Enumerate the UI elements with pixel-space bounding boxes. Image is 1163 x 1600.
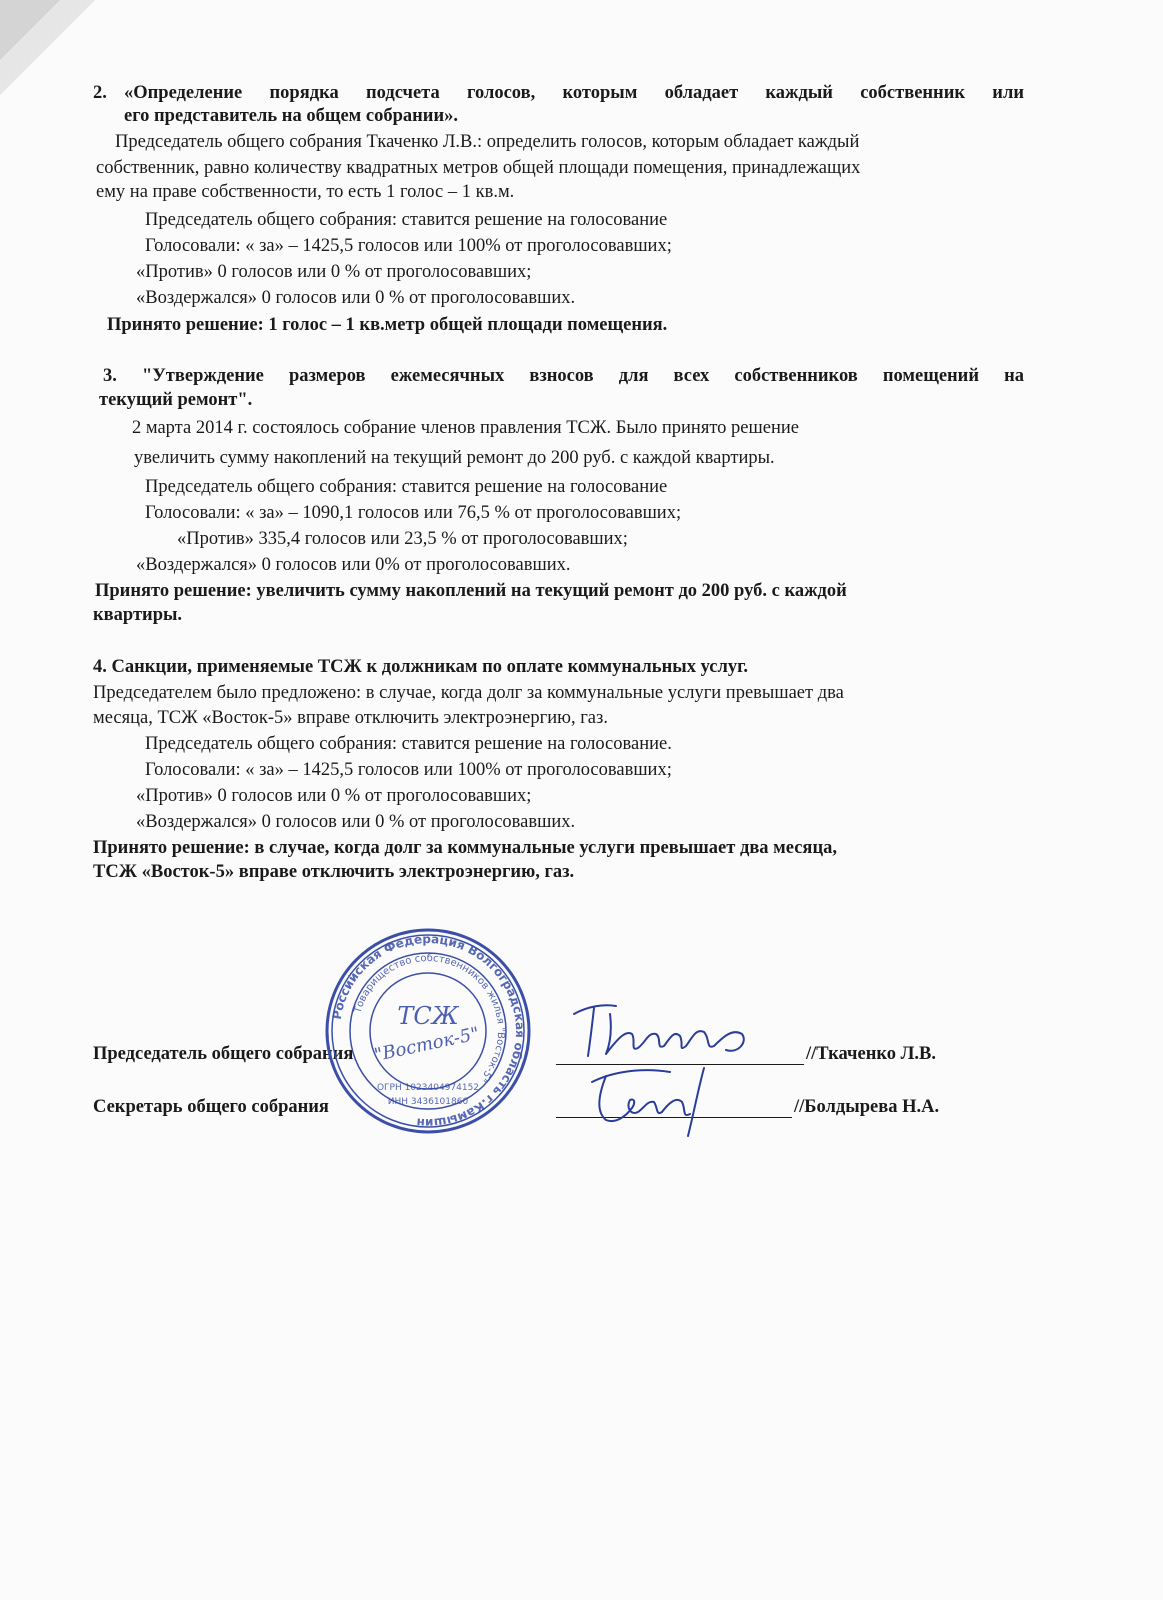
svg-text:ТСЖ: ТСЖ [397,1002,459,1030]
chair-signature [566,994,751,1066]
section3-text-line1: 2 марта 2014 г. состоялось собрание членов правления ТСЖ. Было принято решение [132,418,799,438]
section2-vote-against: «Против» 0 голосов или 0 % от проголосовавших; [136,262,532,282]
section3-vote-abstain: «Воздержался» 0 голосов или 0% от проголосовавших. [136,555,571,575]
section4-decision-line2: ТСЖ «Восток-5» вправе отключить электроэнергию, газ. [93,862,575,882]
section3-decision-line2: квартиры. [93,605,183,625]
secretary-signature [586,1062,736,1140]
section4-text-line1: Председателем было предложено: в случае, когда долг за коммунальные услуги превышает два [93,683,844,703]
chair-name: //Ткаченко Л.В. [806,1044,937,1064]
folded-corner-shadow [0,0,60,60]
section3-vote-against: «Против» 335,4 голосов или 23,5 % от проголосовавших; [177,529,628,549]
section3-text-line2: увеличить сумму накоплений на текущий ремонт до 200 руб. с каждой квартиры. [134,448,775,468]
section2-text-line1: Председатель общего собрания Ткаченко Л.В.: определить голосов, которым обладает каждый [115,132,860,152]
section4-decision-line1: Принято решение: в случае, когда долг за коммунальные услуги превышает два месяца, [93,838,837,858]
svg-text:Товарищество собственников жил: Товарищество собственников жилья "Восток-5" [352,952,507,1084]
section3-vote-intro: Председатель общего собрания: ставится решение на голосование [145,477,668,497]
section3-vote-for: Голосовали: « за» – 1090,1 голосов или 76,5 % от проголосовавших; [145,503,682,523]
section2-heading-line1: «Определение порядка подсчета голосов, которым обладает каждый собственник или [124,83,1024,103]
section4-vote-for: Голосовали: « за» – 1425,5 голосов или 100% от проголосовавших; [145,760,672,780]
section2-text-line2: собственник, равно количеству квадратных метров общей площади помещения, принадлежащих [96,158,861,178]
section4-vote-against: «Против» 0 голосов или 0 % от проголосовавших; [136,786,532,806]
section2-vote-intro: Председатель общего собрания: ставится решение на голосование [145,210,668,230]
section4-text-line2: месяца, ТСЖ «Восток-5» вправе отключить электроэнергию, газ. [93,708,608,728]
section2-text-line3: ему на праве собственности, то есть 1 голос – 1 кв.м. [96,182,515,202]
section3-decision-line1: Принято решение: увеличить сумму накоплений на текущий ремонт до 200 руб. с каждой [95,581,847,601]
section2-vote-for: Голосовали: « за» – 1425,5 голосов или 100% от проголосовавших; [145,236,672,256]
secretary-label: Секретарь общего собрания [93,1097,329,1117]
section4-vote-abstain: «Воздержался» 0 голосов или 0 % от проголосовавших. [136,812,576,832]
organization-seal [323,926,533,1136]
svg-text:Российская Федерация Волгоград: Российская Федерация Волгоградская область г.Камышин [329,931,528,1131]
svg-text:ОГРН 1023404974152: ОГРН 1023404974152 [376,1083,480,1093]
section3-heading-line1: 3. "Утверждение размеров ежемесячных взносов для всех собственников помещений на [103,366,1024,386]
section3-heading-line2: текущий ремонт". [99,390,253,410]
section2-vote-abstain: «Воздержался» 0 голосов или 0 % от проголосовавших. [136,288,576,308]
svg-text:"Восток-5": "Восток-5" [372,1023,482,1067]
section2-decision: Принято решение: 1 голос – 1 кв.метр общей площади помещения. [107,315,668,335]
secretary-name: //Болдырева Н.А. [794,1097,940,1117]
svg-text:ИНН 3436101860: ИНН 3436101860 [387,1097,469,1107]
section2-heading-num: 2. [93,83,107,103]
section4-heading: 4. Санкции, применяемые ТСЖ к должникам по оплате коммунальных услуг. [93,657,749,677]
section4-vote-intro: Председатель общего собрания: ставится решение на голосование. [145,734,672,754]
section2-heading-line2: его представитель на общем собрании». [124,106,459,126]
chair-label: Председатель общего собрания [93,1044,354,1064]
